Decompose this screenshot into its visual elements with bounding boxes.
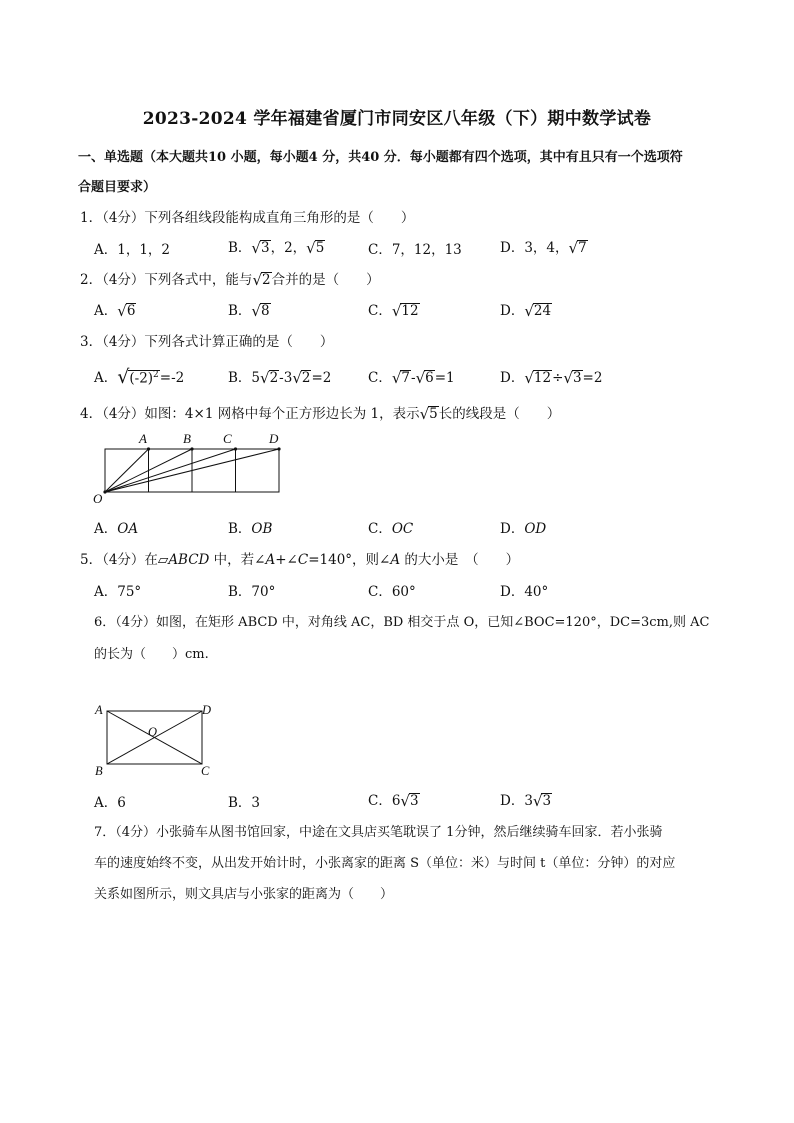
radicand: 8 [260,303,270,319]
radicand: 24 [533,303,552,319]
point-o [103,490,106,493]
q4-option-c: C．OC [368,521,414,537]
q4-option-b: B．OB [228,521,273,537]
label-d: D [269,431,279,446]
q4-stem: 4．（4分）如图：4×1 网格中每个正方形边长为 1，表示√5长的线段是（ ） [80,405,561,423]
label-a: A [95,703,103,717]
q5-option-a: A．75° [94,584,142,600]
radicand: 2 [301,370,311,386]
segment-oa [105,449,149,492]
q6-rectangle-figure [90,700,225,782]
label-a: A [139,431,147,446]
q5-option-b: B．70° [228,584,276,600]
q6-stem-line2: 的长为（ ）cm. [94,647,209,662]
point-c [234,447,237,450]
q3-option-a: A．$√(-2)^2=-2$ [94,366,185,388]
q7-stem-line2: 车的速度始终不变，从出发开始计时，小张离家的距离 S（单位：米）与时间 t（单位：分钟）的对应 [94,856,676,871]
q1-option-b: B．√3，2，√5 [228,239,325,257]
q3-option-c: C．√7-√6=1 [368,369,455,387]
label-b: B [183,431,191,446]
radicand: 12 [533,370,552,386]
radicand: $(-2)^2$ [129,369,159,386]
label-c: C [223,431,232,446]
q3-stem: 3．（4分）下列各式计算正确的是（ ） [80,334,334,350]
q1-option-c: C．7，12，13 [368,242,462,258]
q5-option-d: D．40° [500,584,549,600]
radicand: 3 [542,793,552,809]
q2-stem: 2．（4分）下列各式中，能与√2合并的是（ ） [80,271,380,289]
radicand: 7 [401,370,410,386]
q2-option-c: C．√12 [368,302,419,320]
q4-option-d: D．OD [500,521,547,537]
q5-stem: 5．（4分）在▱ABCD 中，若∠A+∠C=140°，则∠A 的大小是 （ ） [80,552,520,568]
q6-option-d: D．3√3 [500,792,552,810]
q5-option-c: C．60° [368,584,416,600]
q4-option-a: A．OA [94,521,139,537]
label-d: D [202,703,212,717]
radicand: 3 [572,370,582,386]
q1-option-d: D．3，4，√7 [500,239,587,257]
q1-option-a: A．1，1，2 [94,242,171,258]
radicand: 5 [429,406,438,422]
radicand: 2 [269,370,279,386]
radicand: 2 [262,272,271,288]
point-b [190,447,193,450]
label-c: C [201,764,210,778]
q6-option-a: A．6 [94,795,126,811]
radicand: 3 [260,240,270,256]
q7-stem-line1: 7．（4分）小张骑车从图书馆回家，中途在文具店买笔耽误了 1分钟，然后继续骑车回家．若小张骑 [94,825,663,840]
q4-grid-figure [88,428,298,508]
label-b: B [95,764,103,778]
radicand: 7 [578,240,587,256]
radicand: 6 [126,303,136,319]
q3-option-b: B．5√2-3√2=2 [228,369,332,387]
q2-option-b: B．√8 [228,302,270,320]
radicand: 6 [425,370,434,386]
q6-stem-line1: 6．（4分）如图，在矩形 ABCD 中，对角线 AC，BD 相交于点 O，已知∠BOC=120°，DC=3cm,则 AC [94,615,710,630]
q2-option-a: A．√6 [94,302,136,320]
q7-stem-line3: 关系如图所示，则文具店与小张家的距离为（ ） [94,887,394,902]
page-title: 2023-2024 学年福建省厦门市同安区八年级（下）期中数学试卷 [142,109,652,129]
q6-option-b: B．3 [228,795,261,811]
point-d [277,447,280,450]
radicand: 5 [315,240,325,256]
q6-option-c: C．6√3 [368,792,419,810]
q2-option-d: D．√24 [500,302,552,320]
segment-oc [105,449,236,492]
q1-stem: 1．（4分）下列各组线段能构成直角三角形的是（ ） [80,210,415,226]
section-heading-line1: 一、单选题（本大题共10 小题，每小题4 分，共40 分．每小题都有四个选项，其中有且只有一个选项符 [78,150,683,165]
label-o: O [148,725,158,739]
section-heading-line2: 合题目要求） [78,180,157,195]
radicand: 12 [401,303,419,319]
point-a [147,447,150,450]
q3-option-d: D．√12÷√3=2 [500,369,603,387]
radicand: 3 [409,793,419,809]
label-o: O [93,491,103,506]
